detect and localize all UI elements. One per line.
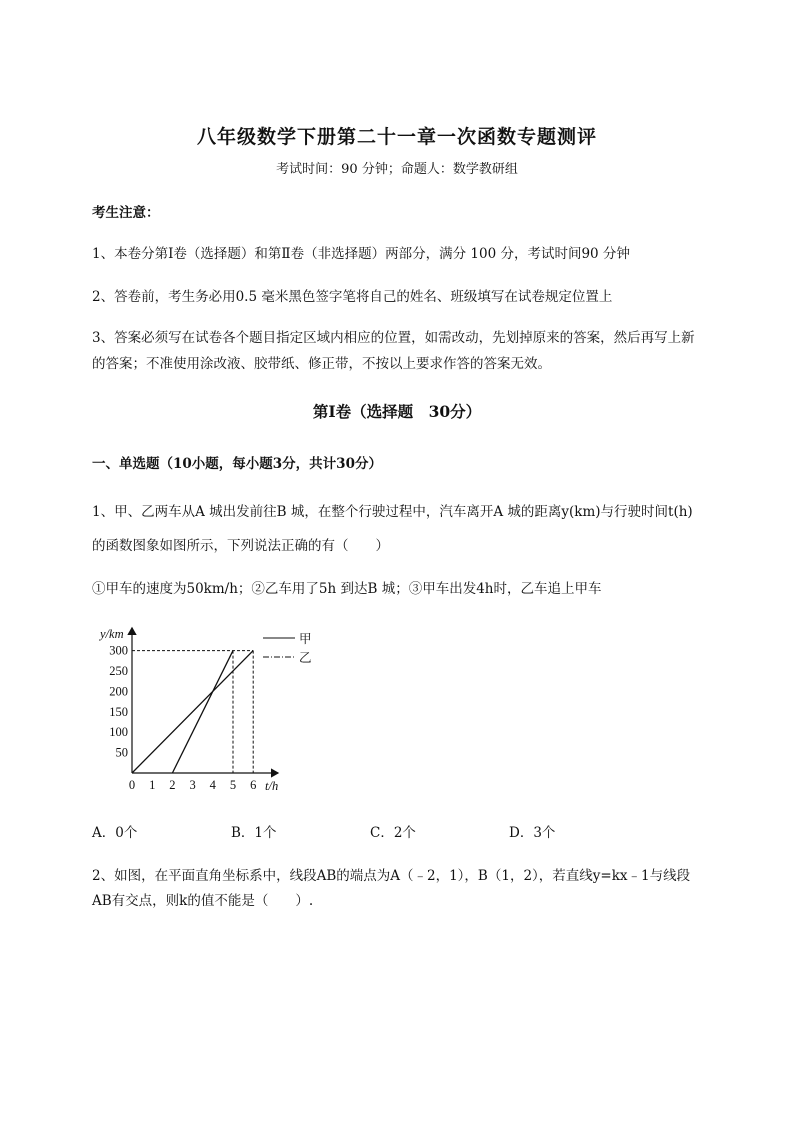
- x-tick-label: 3: [189, 778, 196, 792]
- option-a[interactable]: A．0个: [92, 825, 138, 841]
- notice-item: 3、答案必须写在试卷各个题目指定区域内相应的位置，如需改动，先划掉原来的答案，然后再写上新: [92, 330, 695, 346]
- question-1-line-1: 1、甲、乙两车从A 城出发前往B 城，在整个行驶过程中，汽车离开A 城的距离y(km)与行驶时间t(h): [92, 504, 693, 520]
- question-2-line-2: AB有交点，则k的值不能是（ ）.: [92, 893, 314, 909]
- y-tick-label: 100: [109, 725, 128, 740]
- series-line-yi: [172, 651, 233, 773]
- y-tick-label: 200: [109, 684, 128, 699]
- x-tick-label: 1: [149, 778, 156, 792]
- x-axis-label: t/h: [265, 779, 279, 793]
- legend-label-jia: 甲: [299, 632, 312, 646]
- exam-subtitle: 考试时间：90 分钟；命题人：数学教研组: [276, 162, 518, 177]
- y-tick-labels: [109, 644, 128, 760]
- notice-heading: 考生注意：: [92, 205, 160, 221]
- option-d[interactable]: D．3个: [509, 825, 556, 841]
- section-title: 第Ⅰ卷（选择题 30分）: [312, 402, 482, 421]
- notice-item-continued: 的答案；不准使用涂改液、胶带纸、修正带，不按以上要求作答的答案无效。: [92, 356, 551, 372]
- exam-title: 八年级数学下册第二十一章一次函数专题测评: [196, 126, 597, 148]
- y-axis-label: y/km: [100, 627, 124, 641]
- x-tick-labels: [129, 778, 256, 792]
- series-line-jia: [132, 651, 253, 773]
- option-b[interactable]: B．1个: [231, 825, 277, 841]
- legend-label-yi: 乙: [299, 651, 312, 665]
- distance-time-chart: [88, 618, 328, 804]
- question-1-line-2: 的函数图象如图所示，下列说法正确的有（ ）: [92, 538, 389, 554]
- notice-item: 2、答卷前，考生务必用0.5 毫米黑色签字笔将自己的姓名、班级填写在试卷规定位置上: [92, 289, 613, 305]
- part-title: 一、单选题（10小题，每小题3分，共计30分）: [92, 456, 382, 472]
- x-tick-label: 4: [209, 778, 216, 792]
- x-tick-label: 0: [128, 778, 136, 792]
- y-tick-label: 300: [109, 643, 128, 658]
- option-c[interactable]: C．2个: [370, 825, 416, 841]
- series-lines: [132, 651, 253, 773]
- notice-item: 1、本卷分第Ⅰ卷（选择题）和第Ⅱ卷（非选择题）两部分，满分 100 分，考试时间90 分钟: [92, 246, 630, 262]
- y-tick-label: 50: [115, 745, 128, 760]
- question-2-line-1: 2、如图，在平面直角坐标系中，线段AB的端点为A（﹣2，1），B（1，2），若直线y=kx﹣1与线段: [92, 868, 691, 884]
- y-tick-label: 250: [109, 664, 128, 678]
- y-tick-label: 150: [109, 704, 128, 719]
- legend: [263, 632, 312, 665]
- question-1-statements: ①甲车的速度为50km/h；②乙车用了5h 到达B 城；③甲车出发4h时，乙车追上甲车: [92, 581, 602, 597]
- x-tick-label: 2: [169, 778, 176, 792]
- x-tick-label: 5: [229, 778, 237, 792]
- x-tick-label: 6: [250, 778, 257, 792]
